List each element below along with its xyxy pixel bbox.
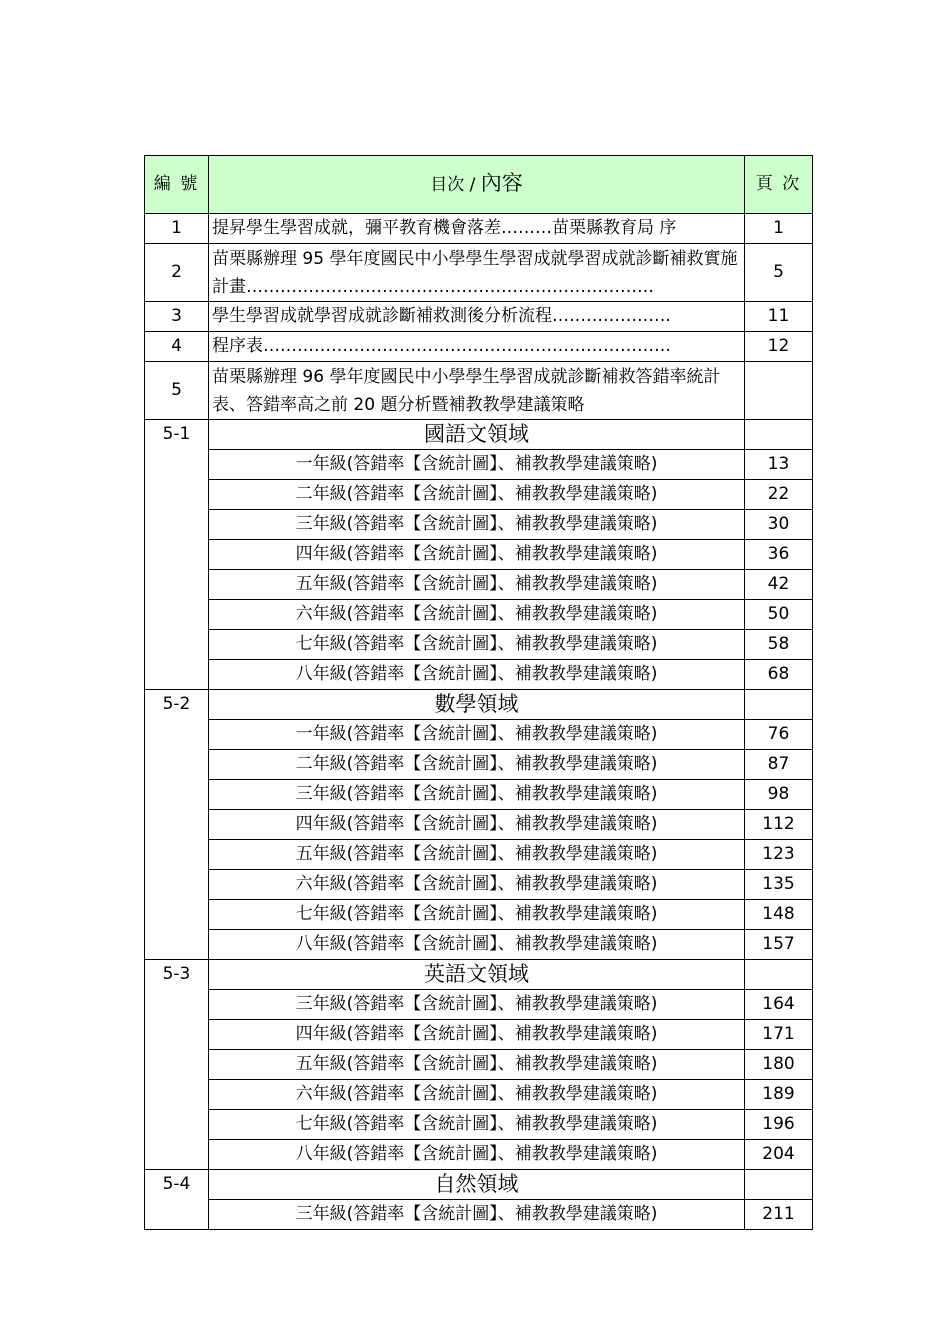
header-title <box>209 156 745 214</box>
section-page <box>745 420 813 450</box>
item-page: 42 <box>745 570 813 600</box>
section-num: 5-3 <box>145 960 209 1170</box>
section-num: 5-2 <box>145 690 209 960</box>
item-text: 五年級(答錯率【含統計圖】、補教教學建議策略) <box>209 1050 745 1080</box>
item-page: 13 <box>745 450 813 480</box>
item-text: 六年級(答錯率【含統計圖】、補教教學建議策略) <box>209 870 745 900</box>
item-page: 36 <box>745 540 813 570</box>
section-num: 5-1 <box>145 420 209 690</box>
toc-row <box>145 214 813 244</box>
item-text: 五年級(答錯率【含統計圖】、補教教學建議策略) <box>209 840 745 870</box>
toc-item-row <box>145 510 813 540</box>
item-page: 58 <box>745 630 813 660</box>
row-page: 5 <box>745 244 813 302</box>
toc-table <box>144 155 813 1230</box>
item-page: 164 <box>745 990 813 1020</box>
item-page: 30 <box>745 510 813 540</box>
row-page: 12 <box>745 332 813 362</box>
header-num: 編 號 <box>145 156 209 214</box>
toc-item-row <box>145 480 813 510</box>
toc-item-row <box>145 810 813 840</box>
row-num: 3 <box>145 302 209 332</box>
toc-item-row <box>145 1110 813 1140</box>
toc-item-row <box>145 540 813 570</box>
toc-item-row <box>145 1200 813 1230</box>
toc-item-row <box>145 930 813 960</box>
item-text: 七年級(答錯率【含統計圖】、補教教學建議策略) <box>209 630 745 660</box>
item-text: 六年級(答錯率【含統計圖】、補教教學建議策略) <box>209 600 745 630</box>
item-page: 22 <box>745 480 813 510</box>
row-text: 苗栗縣辦理 96 學年度國民中小學學生學習成就診斷補救答錯率統計表、答錯率高之前 20 題分析暨補教教學建議策略 <box>209 362 745 420</box>
item-text: 四年級(答錯率【含統計圖】、補教教學建議策略) <box>209 1020 745 1050</box>
item-text: 六年級(答錯率【含統計圖】、補教教學建議策略) <box>209 1080 745 1110</box>
item-page: 68 <box>745 660 813 690</box>
section-title: 數學領域 <box>209 690 745 720</box>
toc-item-row <box>145 600 813 630</box>
toc-item-row <box>145 450 813 480</box>
item-page: 189 <box>745 1080 813 1110</box>
item-page: 112 <box>745 810 813 840</box>
item-text: 八年級(答錯率【含統計圖】、補教教學建議策略) <box>209 1140 745 1170</box>
row-num: 1 <box>145 214 209 244</box>
item-text: 一年級(答錯率【含統計圖】、補教教學建議策略) <box>209 720 745 750</box>
section-header-row <box>145 1170 813 1200</box>
item-page: 87 <box>745 750 813 780</box>
section-header-row <box>145 690 813 720</box>
item-text: 一年級(答錯率【含統計圖】、補教教學建議策略) <box>209 450 745 480</box>
section-title: 自然領域 <box>209 1170 745 1200</box>
item-text: 七年級(答錯率【含統計圖】、補教教學建議策略) <box>209 900 745 930</box>
section-title: 國語文領域 <box>209 420 745 450</box>
toc-item-row <box>145 570 813 600</box>
toc-item-row <box>145 1020 813 1050</box>
toc-item-row <box>145 750 813 780</box>
toc-item-row <box>145 660 813 690</box>
section-page <box>745 960 813 990</box>
item-text: 二年級(答錯率【含統計圖】、補教教學建議策略) <box>209 480 745 510</box>
item-page: 148 <box>745 900 813 930</box>
row-page: 11 <box>745 302 813 332</box>
toc-header-row <box>145 156 813 214</box>
item-page: 76 <box>745 720 813 750</box>
toc-item-row <box>145 1140 813 1170</box>
row-text: 程序表……………………………………………………………… <box>209 332 745 362</box>
item-text: 八年級(答錯率【含統計圖】、補教教學建議策略) <box>209 930 745 960</box>
item-text: 三年級(答錯率【含統計圖】、補教教學建議策略) <box>209 510 745 540</box>
row-num: 4 <box>145 332 209 362</box>
item-text: 七年級(答錯率【含統計圖】、補教教學建議策略) <box>209 1110 745 1140</box>
item-page: 171 <box>745 1020 813 1050</box>
item-page: 211 <box>745 1200 813 1230</box>
item-text: 八年級(答錯率【含統計圖】、補教教學建議策略) <box>209 660 745 690</box>
row-text: 提昇學生學習成就，彌平教育機會落差………苗栗縣教育局 序 <box>209 214 745 244</box>
header-title-sub: 內容 <box>480 171 523 195</box>
section-num: 5-4 <box>145 1170 209 1230</box>
item-page: 135 <box>745 870 813 900</box>
toc-row <box>145 332 813 362</box>
toc-item-row <box>145 870 813 900</box>
item-text: 五年級(答錯率【含統計圖】、補教教學建議策略) <box>209 570 745 600</box>
item-text: 三年級(答錯率【含統計圖】、補教教學建議策略) <box>209 1200 745 1230</box>
row-text: 學生學習成就學習成就診斷補救測後分析流程………………… <box>209 302 745 332</box>
section-header-row <box>145 420 813 450</box>
row-page <box>745 362 813 420</box>
section-header-row <box>145 960 813 990</box>
toc-item-row <box>145 720 813 750</box>
row-text: 苗栗縣辦理 95 學年度國民中小學學生學習成就學習成就診斷補救實施計畫……………………………………………………………… <box>209 244 745 302</box>
row-num: 2 <box>145 244 209 302</box>
item-page: 180 <box>745 1050 813 1080</box>
toc-row <box>145 362 813 420</box>
item-page: 157 <box>745 930 813 960</box>
item-text: 三年級(答錯率【含統計圖】、補教教學建議策略) <box>209 990 745 1020</box>
section-page <box>745 690 813 720</box>
toc-item-row <box>145 630 813 660</box>
toc-item-row <box>145 1050 813 1080</box>
toc-row <box>145 244 813 302</box>
item-text: 四年級(答錯率【含統計圖】、補教教學建議策略) <box>209 540 745 570</box>
section-title: 英語文領域 <box>209 960 745 990</box>
toc-item-row <box>145 990 813 1020</box>
toc-item-row <box>145 900 813 930</box>
item-text: 四年級(答錯率【含統計圖】、補教教學建議策略) <box>209 810 745 840</box>
toc-item-row <box>145 1080 813 1110</box>
item-page: 196 <box>745 1110 813 1140</box>
item-page: 204 <box>745 1140 813 1170</box>
item-page: 50 <box>745 600 813 630</box>
item-page: 123 <box>745 840 813 870</box>
toc-row <box>145 302 813 332</box>
item-page: 98 <box>745 780 813 810</box>
header-title-main: 目次 / <box>430 175 481 195</box>
row-page: 1 <box>745 214 813 244</box>
section-page <box>745 1170 813 1200</box>
item-text: 二年級(答錯率【含統計圖】、補教教學建議策略) <box>209 750 745 780</box>
item-text: 三年級(答錯率【含統計圖】、補教教學建議策略) <box>209 780 745 810</box>
row-num: 5 <box>145 362 209 420</box>
header-page: 頁 次 <box>745 156 813 214</box>
toc-item-row <box>145 780 813 810</box>
toc-item-row <box>145 840 813 870</box>
